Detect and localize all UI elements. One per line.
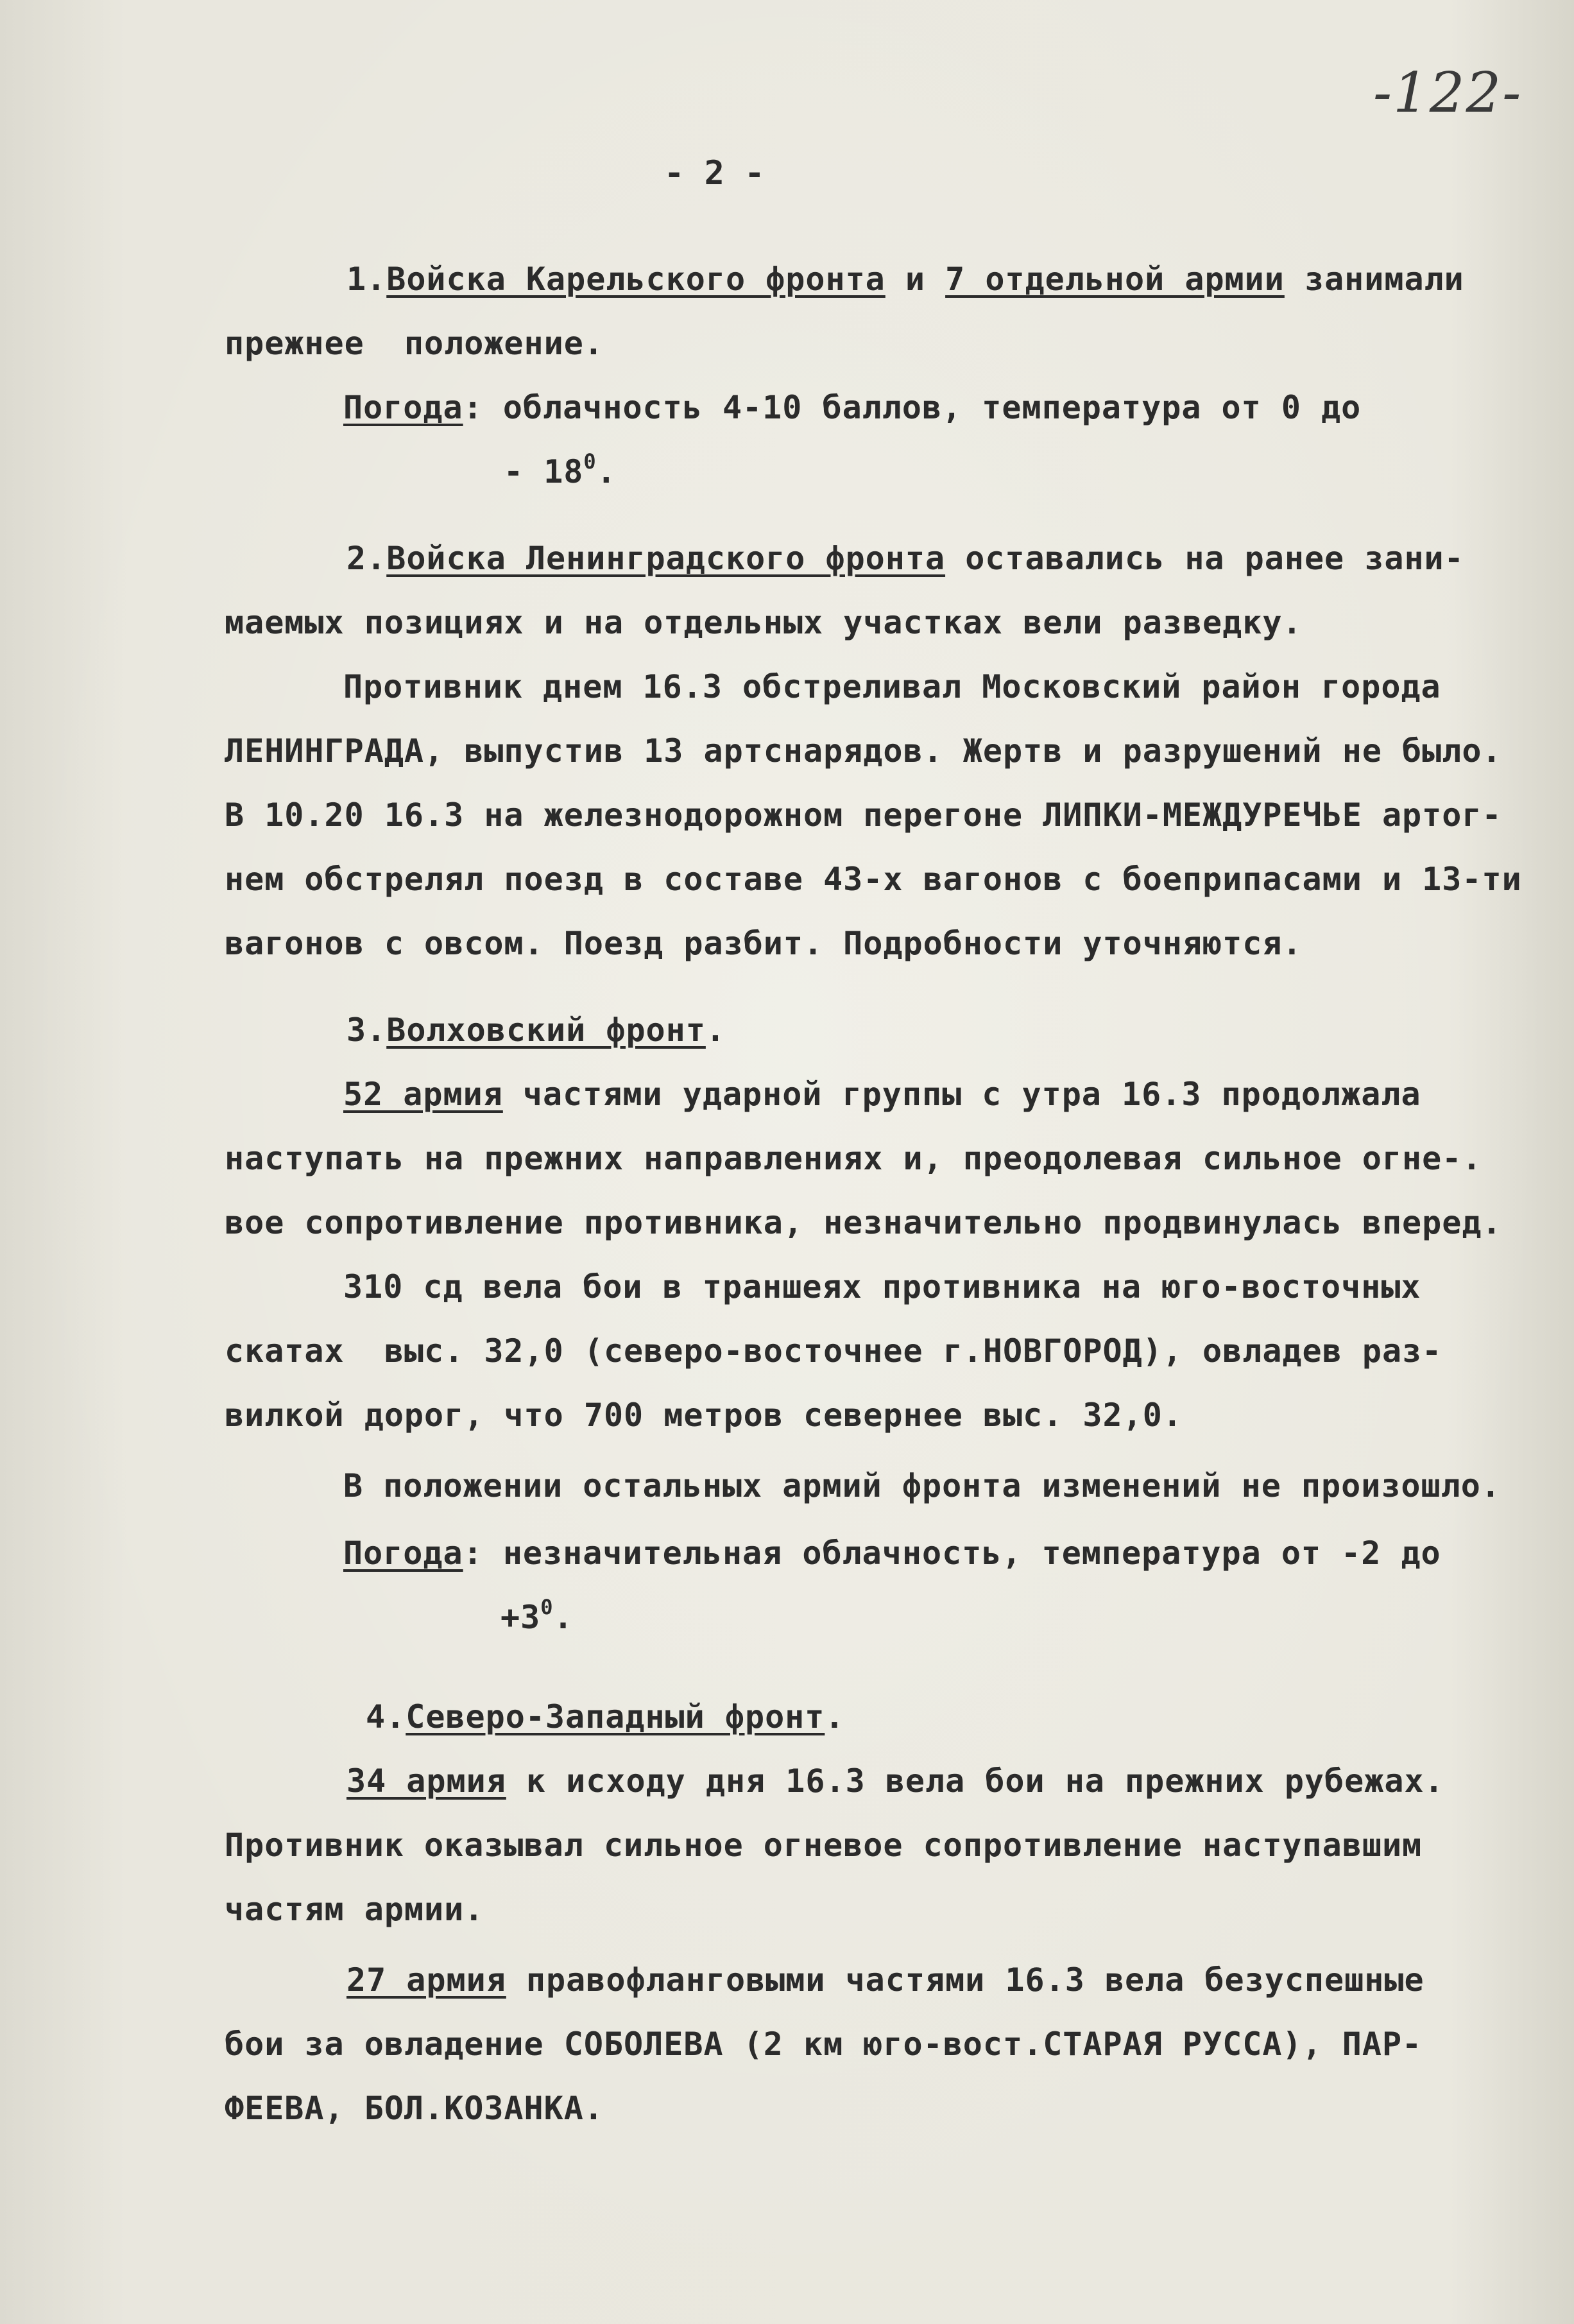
page-number: - 2 -	[664, 154, 765, 193]
s3-temperature	[500, 1595, 574, 1637]
s2-para-line: В 10.20 16.3 на железнодорожном перегоне ЛИПКИ-МЕЖДУРЕЧЬЕ артог-	[225, 796, 1502, 834]
s3-line: вое сопротивление противника, незначительно продвинулась вперед.	[225, 1204, 1502, 1241]
s1-7th-army: 7 отдельной армии	[945, 261, 1285, 298]
s3-para-line: вилкой дорог, что 700 метров севернее выс. 32,0.	[225, 1397, 1183, 1434]
s2-para-line: ЛЕНИНГРАДА, выпустив 13 артснарядов. Жертв и разрушений не было.	[225, 732, 1502, 770]
s4-army2-line	[346, 1961, 1424, 1999]
s4-27-army: 27 армия	[346, 1961, 506, 1999]
s3-heading-line	[346, 1011, 726, 1049]
s4-line: бои за овладение СОБОЛЕВА (2 км юго-вост.СТАРАЯ РУССА), ПАР-	[225, 2026, 1423, 2063]
s3-weather-label: Погода	[343, 1535, 463, 1572]
s3-army-tail: частями ударной группы с утра 16.3 продолжала	[502, 1076, 1421, 1113]
s1-heading-line	[346, 260, 1464, 298]
s1-number: 1.	[346, 261, 387, 298]
s4-heading-end: .	[825, 1698, 845, 1735]
s1-tail: занимали	[1284, 261, 1464, 298]
s1-temp-value: - 18	[504, 453, 584, 490]
s4-army2-tail: правофланговыми частями 16.3 вела безуспешные	[506, 1961, 1424, 1999]
s1-degree: 0	[583, 449, 597, 474]
s3-para-line: 310 сд вела бои в траншеях противника на юго-восточных	[343, 1268, 1421, 1305]
s3-weather-text: : незначительная облачность, температура от -2 до	[463, 1535, 1441, 1572]
s3-line: наступать на прежних направлениях и, преодолевая сильное огне-.	[225, 1140, 1482, 1177]
s1-temp-end: .	[596, 453, 617, 490]
s2-number: 2.	[346, 540, 387, 577]
s1-conj: и	[885, 261, 946, 298]
s4-line: частям армии.	[225, 1891, 484, 1928]
archive-folio-number: -122-	[1373, 61, 1523, 125]
s3-weather-line	[343, 1534, 1441, 1572]
s4-line: Противник оказывал сильное огневое сопротивление наступавшим	[225, 1827, 1423, 1864]
s2-para-line: Противник днем 16.3 обстреливал Московский район города	[343, 668, 1441, 705]
s3-heading-end: .	[705, 1011, 726, 1049]
s3-para-line: скатах выс. 32,0 (северо-восточнее г.НОВГОРОД), овладев раз-	[225, 1332, 1442, 1370]
s1-karelian-front: Войска Карельского фронта	[386, 261, 885, 298]
s1-temperature	[504, 449, 617, 491]
s2-para-line: нем обстрелял поезд в составе 43-х вагонов с боеприпасами и 13-ти	[225, 861, 1522, 898]
s4-heading-line	[366, 1698, 844, 1736]
s4-army1-line	[346, 1762, 1444, 1800]
s3-army-line	[343, 1075, 1421, 1114]
s4-34-army: 34 армия	[346, 1762, 506, 1800]
s1-line-2: прежнее положение.	[225, 325, 604, 362]
s2-heading-line	[346, 539, 1464, 578]
s4-northwest-front: Северо-Западный фронт	[406, 1698, 825, 1735]
s3-temp-end: .	[553, 1599, 574, 1636]
s1-weather-line	[343, 388, 1361, 427]
s3-number: 3.	[346, 1011, 387, 1049]
s3-para-3: В положении остальных армий фронта изменений не произошло.	[343, 1467, 1501, 1504]
s2-para-line: вагонов с овсом. Поезд разбит. Подробности уточняются.	[225, 925, 1303, 962]
s3-52-army: 52 армия	[343, 1076, 503, 1113]
s4-number: 4.	[366, 1698, 406, 1735]
s2-leningrad-front: Войска Ленинградского фронта	[386, 540, 946, 577]
s1-weather-text: : облачность 4-10 баллов, температура от 0 до	[463, 389, 1362, 426]
s1-weather-label: Погода	[343, 389, 463, 426]
s2-line-2: маемых позициях и на отдельных участках вели разведку.	[225, 604, 1303, 641]
s4-army1-tail: к исходу дня 16.3 вела бои на прежних рубежах.	[506, 1762, 1444, 1800]
s2-tail: оставались на ранее зани-	[945, 540, 1464, 577]
s3-volkhov-front: Волховский фронт	[386, 1011, 706, 1049]
s4-line: ФЕЕВА, БОЛ.КОЗАНКА.	[225, 2090, 604, 2127]
s3-temp-value: +3	[500, 1599, 541, 1636]
s3-degree: 0	[540, 1595, 554, 1619]
